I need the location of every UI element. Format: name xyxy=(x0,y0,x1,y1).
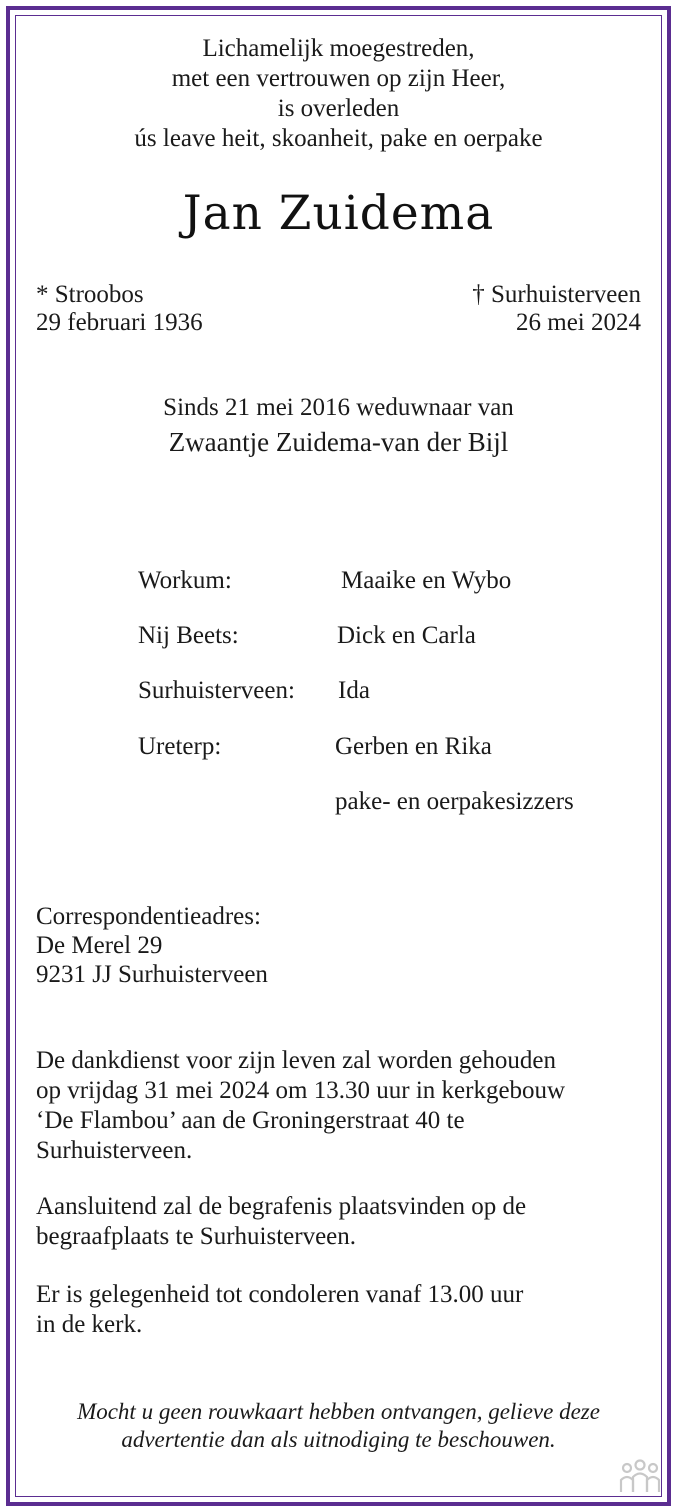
birth-date: 29 februari 1936 xyxy=(36,309,203,336)
intro-line: is overleden xyxy=(277,95,400,122)
burial-paragraph xyxy=(36,1192,646,1252)
intro-line: ús leave heit, skoanheit, pake en oerpake xyxy=(134,125,543,152)
intro-line: Lichamelijk moegestreden, xyxy=(202,35,475,62)
people-group-icon xyxy=(618,1458,662,1498)
address-line: 9231 JJ Surhuisterveen xyxy=(36,961,268,988)
widower-info xyxy=(0,391,677,459)
widower-line: Sinds 21 mei 2016 weduwnaar van xyxy=(163,394,514,421)
deceased-name: Jan Zuidema xyxy=(182,186,495,241)
invitation-note xyxy=(0,1398,677,1454)
service-line: ‘De Flambou’ aan de Groningerstraat 40 te xyxy=(36,1107,465,1134)
note-line: Mocht u geen rouwkaart hebben ontvangen, gelieve deze xyxy=(77,1399,600,1424)
birth-place: * Stroobos xyxy=(36,281,144,308)
family-place: Nij Beets: xyxy=(138,622,239,649)
birth-info xyxy=(36,281,203,337)
correspondence-address xyxy=(36,902,268,989)
service-line: op vrijdag 31 mei 2024 om 13.30 uur in kerkgebouw xyxy=(36,1077,566,1104)
death-place: † Surhuisterveen xyxy=(472,281,641,308)
burial-line: begraafplaats te Surhuisterveen. xyxy=(36,1223,357,1250)
service-paragraph xyxy=(36,1046,646,1166)
family-place: Surhuisterveen: xyxy=(138,677,295,704)
address-line: Correspondentieadres: xyxy=(36,903,261,930)
intro-text xyxy=(0,34,677,154)
condolence-line: in de kerk. xyxy=(36,1311,143,1338)
condolence-paragraph xyxy=(36,1280,646,1340)
service-line: De dankdienst voor zijn leven zal worden gehouden xyxy=(36,1047,556,1074)
note-line: advertentie dan als uitnodiging te beschouwen. xyxy=(121,1427,556,1452)
address-line: De Merel 29 xyxy=(36,932,163,959)
family-place: Workum: xyxy=(138,567,232,594)
intro-line: met een vertrouwen op zijn Heer, xyxy=(171,65,506,92)
family-names: Maaike en Wybo xyxy=(341,567,512,594)
burial-line: Aansluitend zal de begrafenis plaatsvinden op de xyxy=(36,1193,527,1220)
family-names: Ida xyxy=(338,677,370,704)
death-date: 26 mei 2024 xyxy=(516,309,641,336)
condolence-line: Er is gelegenheid tot condoleren vanaf 13.00 uur xyxy=(36,1281,524,1308)
family-place: Ureterp: xyxy=(138,733,222,760)
family-names: pake- en oerpakesizzers xyxy=(335,788,574,815)
family-names: Gerben en Rika xyxy=(335,733,492,760)
service-line: Surhuisterveen. xyxy=(36,1137,193,1164)
spouse-name: Zwaantje Zuidema-van der Bijl xyxy=(168,427,509,457)
family-names: Dick en Carla xyxy=(337,622,476,649)
death-info xyxy=(472,281,641,337)
